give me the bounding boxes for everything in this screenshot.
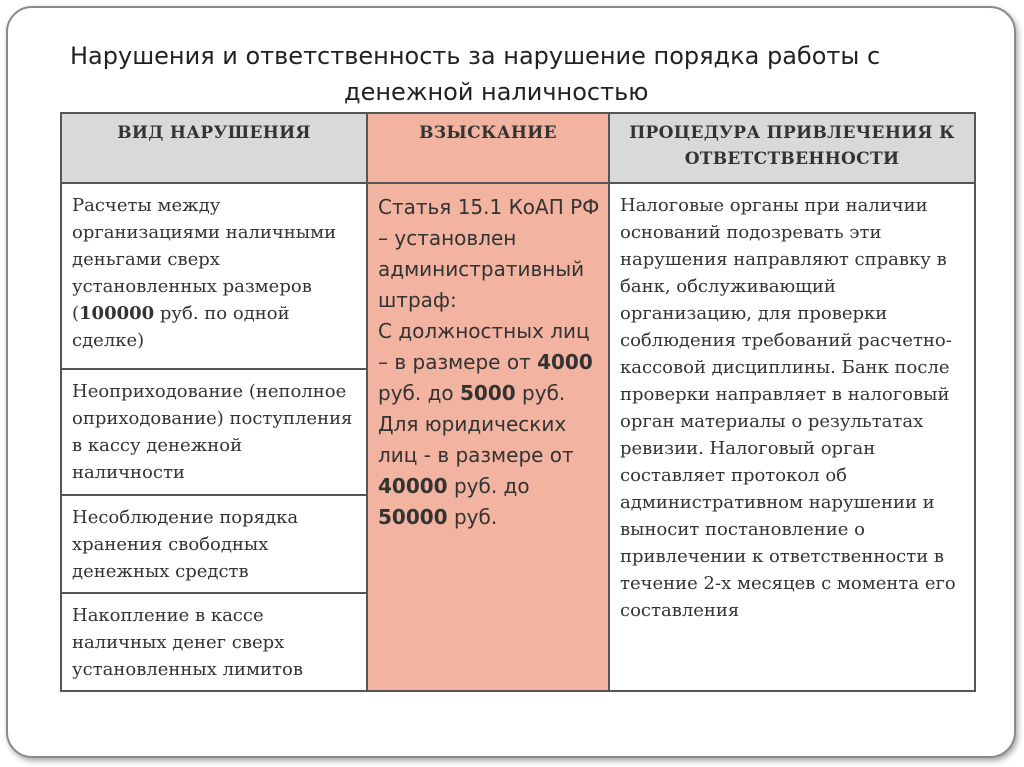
penalty-legal-suffix: руб. [447, 505, 498, 529]
violation-text: Расчеты между организациями наличными деньгами сверх установленных размеров ( [72, 195, 337, 324]
page-title [28, 38, 988, 110]
penalty-legal-prefix: Для юридических лиц - в размере от [378, 412, 574, 467]
penalty-officials-suffix: руб. [515, 381, 566, 405]
title-line-2: денежной наличностью [344, 78, 649, 106]
penalty-cell [367, 183, 609, 691]
violation-limit-amount: 100000 [79, 303, 155, 324]
title-line-1: Нарушения и ответственность за нарушение порядка работы с [70, 42, 881, 70]
penalty-intro: Статья 15.1 КоАП РФ – установлен административный штраф: [378, 195, 600, 312]
violation-text-end: руб. по одной сделке) [72, 303, 290, 351]
penalty-officials-prefix: С должностных лиц – в размере от [378, 319, 590, 374]
violation-cash-settlements [61, 183, 367, 369]
violation-storage: Несоблюдение порядка хранения свободных денежных средств [61, 495, 367, 593]
penalty-officials-min: 4000 [537, 350, 593, 374]
table-header-row [61, 113, 975, 183]
violation-non-posting: Неоприходование (неполное оприходование) поступления в кассу денежной наличности [61, 369, 367, 495]
procedure-cell: Налоговые органы при наличии оснований подозревать эти нарушения направляют справку в банк, обслуживающий организацию, для проверки соблюдения требований расчетно-кассовой дисциплины. Банк после проверки направляет в налоговый орган материалы о результатах ревизии. Налоговый орган составляет протокол об административном нарушении и выносит постановление о привлечении к ответственности в течение 2-х месяцев с момента его составления [609, 183, 975, 691]
penalty-legal-mid: руб. до [447, 474, 530, 498]
penalty-officials-mid: руб. до [378, 381, 461, 405]
penalty-officials-max: 5000 [460, 381, 516, 405]
table-row [61, 183, 975, 369]
violations-table [60, 112, 976, 692]
header-penalty: ВЗЫСКАНИЕ [367, 113, 609, 183]
header-violation-type: ВИД НАРУШЕНИЯ [61, 113, 367, 183]
header-procedure: ПРОЦЕДУРА ПРИВЛЕЧЕНИЯ К ОТВЕТСТВЕННОСТИ [609, 113, 975, 183]
penalty-legal-max: 50000 [378, 505, 448, 529]
penalty-legal-min: 40000 [378, 474, 448, 498]
violation-excess-cash: Накопление в кассе наличных денег сверх установленных лимитов [61, 593, 367, 691]
